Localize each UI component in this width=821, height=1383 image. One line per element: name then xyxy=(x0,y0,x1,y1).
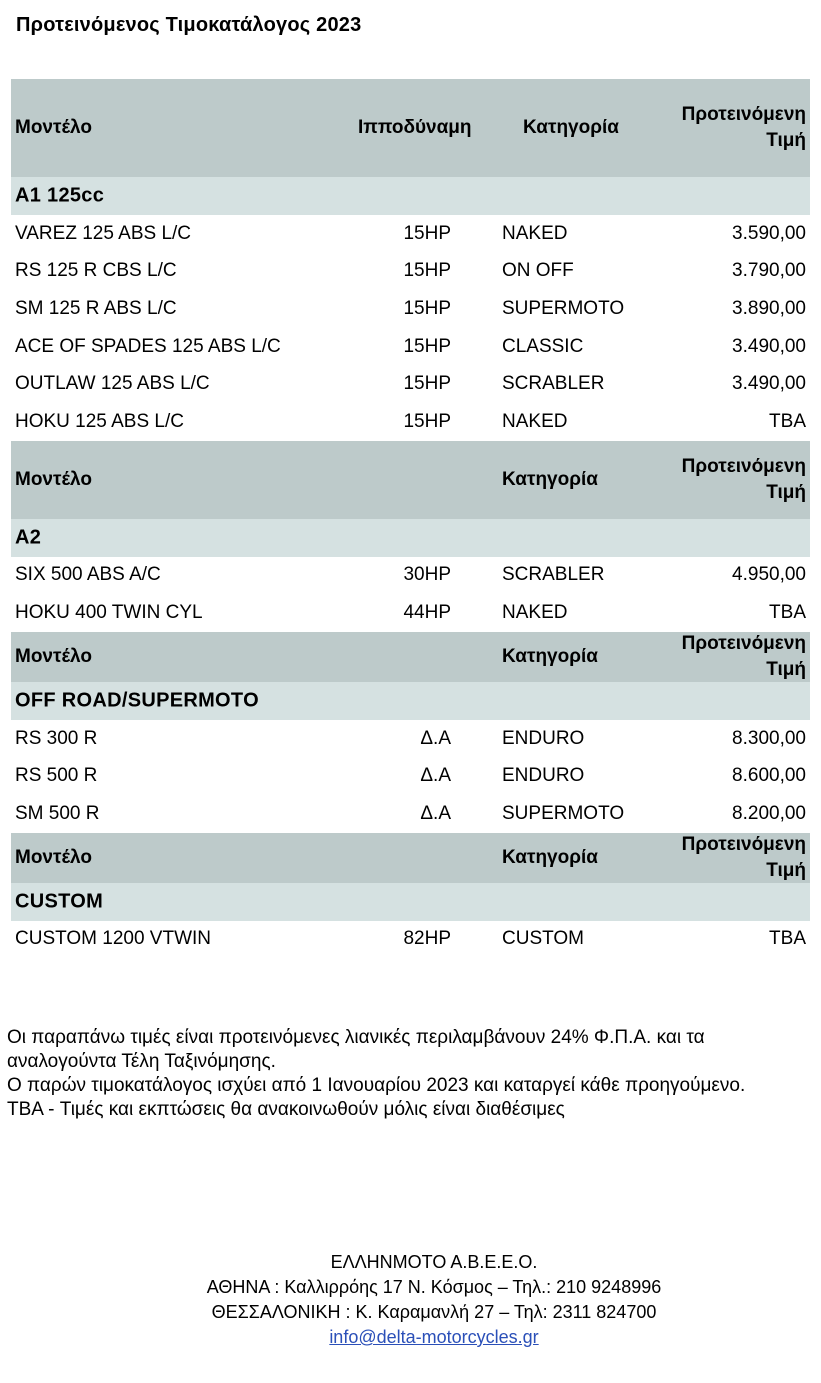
header-price-line2: Τιμή xyxy=(766,130,806,151)
cell-price: TBA xyxy=(769,601,806,623)
table-row xyxy=(11,215,810,253)
table-row xyxy=(11,720,810,758)
cell-price: 3.490,00 xyxy=(732,373,806,395)
cell-horsepower: Δ.Α xyxy=(420,765,451,787)
athens-address: ΑΘΗΝΑ : Καλλιρρόης 17 Ν. Κόσμος – Τηλ.: 210 9248996 xyxy=(206,1277,662,1297)
price-table xyxy=(11,79,810,958)
cell-horsepower: Δ.Α xyxy=(420,802,451,824)
table-row xyxy=(11,290,810,328)
note-line: TBA - Τιμές και εκπτώσεις θα ανακοινωθούν μόλις είναι διαθέσιμες xyxy=(7,1099,565,1120)
header-model: Μοντέλο xyxy=(15,468,92,490)
table-row xyxy=(11,795,810,833)
cell-model: CUSTOM 1200 VTWIN xyxy=(15,928,212,950)
company-name: ΕΛΛΗΝΜΟΤΟ Α.Β.Ε.Ε.Ο. xyxy=(330,1252,538,1272)
section-heading-row xyxy=(11,682,810,720)
cell-category: ON OFF xyxy=(502,260,574,282)
cell-horsepower: 44HP xyxy=(403,601,451,623)
cell-model: VAREZ 125 ABS L/C xyxy=(15,222,192,244)
cell-category: NAKED xyxy=(502,601,568,623)
cell-category: CLASSIC xyxy=(502,335,584,357)
cell-category: NAKED xyxy=(502,222,568,244)
section-name: A2 xyxy=(15,526,42,549)
email-link[interactable]: info@delta-motorcycles.gr xyxy=(329,1327,539,1347)
cell-horsepower: 15HP xyxy=(403,410,451,432)
section-heading-row xyxy=(11,177,810,215)
header-price-line2: Τιμή xyxy=(766,658,806,680)
section-heading-row xyxy=(11,883,810,921)
header-price-line1: Προτεινόμενη xyxy=(681,833,806,855)
cell-price: 3.890,00 xyxy=(732,297,806,319)
section-name: CUSTOM xyxy=(15,890,104,913)
header-price xyxy=(682,102,806,154)
cell-model: RS 125 R CBS L/C xyxy=(15,260,177,282)
cell-model: RS 300 R xyxy=(15,727,98,749)
cell-horsepower: 15HP xyxy=(403,222,451,244)
cell-horsepower: 82HP xyxy=(403,928,451,950)
cell-price: 8.300,00 xyxy=(732,727,806,749)
table-row xyxy=(11,403,810,441)
cell-category: CUSTOM xyxy=(502,928,584,950)
section-name: OFF ROAD/SUPERMOTO xyxy=(15,689,259,712)
page-title: Προτεινόμενος Τιμοκατάλογος 2023 xyxy=(16,14,362,36)
table-row xyxy=(11,557,810,595)
cell-horsepower: 15HP xyxy=(403,260,451,282)
table-row xyxy=(11,757,810,795)
cell-model: SIX 500 ABS A/C xyxy=(15,564,161,586)
cell-model: SM 125 R ABS L/C xyxy=(15,297,177,319)
section-name: A1 125cc xyxy=(15,184,105,207)
header-price-line1: Προτεινόμενη xyxy=(681,104,806,125)
header-category: Κατηγορία xyxy=(523,117,619,138)
cell-price: TBA xyxy=(769,928,806,950)
header-category: Κατηγορία xyxy=(502,846,598,868)
table-row xyxy=(11,253,810,291)
section-heading-row xyxy=(11,519,810,557)
cell-price: 3.790,00 xyxy=(732,260,806,282)
cell-price: TBA xyxy=(769,410,806,432)
cell-horsepower: Δ.Α xyxy=(420,727,451,749)
cell-category: ENDURO xyxy=(502,765,585,787)
note-line: Ο παρών τιμοκατάλογος ισχύει από 1 Ιανουαρίου 2023 και καταργεί κάθε προηγούμενο. xyxy=(7,1075,746,1096)
cell-horsepower: 15HP xyxy=(403,297,451,319)
table-header-row xyxy=(11,441,810,519)
header-price xyxy=(682,631,806,683)
cell-category: NAKED xyxy=(502,410,568,432)
header-price-line1: Προτεινόμενη xyxy=(681,455,806,477)
header-category: Κατηγορία xyxy=(502,468,598,490)
cell-category: ENDURO xyxy=(502,727,585,749)
cell-category: SCRABLER xyxy=(502,564,605,586)
cell-category: SUPERMOTO xyxy=(502,297,625,319)
table-header-row xyxy=(11,79,810,177)
note-line: Οι παραπάνω τιμές είναι προτεινόμενες λιανικές περιλαμβάνουν 24% Φ.Π.Α. και τα xyxy=(7,1027,705,1048)
footer xyxy=(0,1250,821,1350)
header-horsepower: Ιπποδύναμη xyxy=(358,117,472,138)
table-header-row xyxy=(11,632,810,682)
header-model: Μοντέλο xyxy=(15,117,92,138)
table-row xyxy=(11,365,810,403)
table-header-row xyxy=(11,833,810,883)
header-price xyxy=(682,454,806,506)
table-row xyxy=(11,328,810,366)
cell-price: 3.490,00 xyxy=(732,335,806,357)
cell-price: 8.200,00 xyxy=(732,802,806,824)
cell-category: SUPERMOTO xyxy=(502,802,625,824)
cell-category: SCRABLER xyxy=(502,373,605,395)
cell-model: HOKU 400 TWIN CYL xyxy=(15,601,203,623)
cell-model: ACE OF SPADES 125 ABS L/C xyxy=(15,335,281,357)
thessaloniki-address: ΘΕΣΣΑΛΟΝΙΚΗ : Κ. Καραμανλή 27 – Τηλ: 2311 824700 xyxy=(211,1302,657,1322)
notes xyxy=(7,1026,745,1122)
cell-model: SM 500 R xyxy=(15,802,100,824)
header-price xyxy=(682,832,806,884)
header-price-line2: Τιμή xyxy=(766,859,806,881)
cell-model: RS 500 R xyxy=(15,765,98,787)
table-row xyxy=(11,921,810,959)
note-line: αναλογούντα Τέλη Ταξινόμησης. xyxy=(7,1051,276,1072)
header-price-line2: Τιμή xyxy=(766,481,806,503)
cell-price: 3.590,00 xyxy=(732,222,806,244)
cell-model: HOKU 125 ABS L/C xyxy=(15,410,184,432)
header-model: Μοντέλο xyxy=(15,645,92,667)
header-price-line1: Προτεινόμενη xyxy=(681,632,806,654)
cell-horsepower: 30HP xyxy=(403,564,451,586)
cell-horsepower: 15HP xyxy=(403,335,451,357)
cell-horsepower: 15HP xyxy=(403,373,451,395)
cell-price: 8.600,00 xyxy=(732,765,806,787)
table-row xyxy=(11,594,810,632)
header-model: Μοντέλο xyxy=(15,846,92,868)
header-category: Κατηγορία xyxy=(502,645,598,667)
cell-model: OUTLAW 125 ABS L/C xyxy=(15,373,210,395)
cell-price: 4.950,00 xyxy=(732,564,806,586)
